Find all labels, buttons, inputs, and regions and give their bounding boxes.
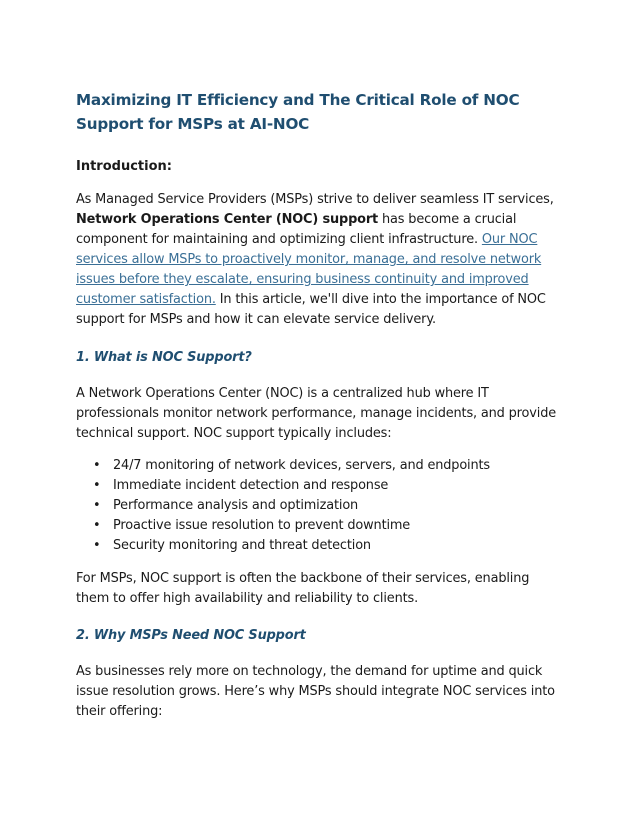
article-title: Maximizing IT Efficiency and The Critical Role of NOC Support for MSPs at AI-NOC	[76, 91, 520, 133]
intro-text-1: As Managed Service Providers (MSPs) strive to deliver seamless IT services,	[76, 192, 554, 207]
list-item: • Security monitoring and threat detection	[76, 536, 566, 556]
intro-link[interactable]: Our NOC services allow MSPs to proactively monitor, manage, and resolve network issues before they escalate, ensuring business continuity and improved customer satisfaction.	[76, 232, 542, 307]
intro-text-2: has become a crucial component for maintaining and optimizing client infrastructure.	[76, 212, 517, 247]
section-2-paragraph: As businesses rely more on technology, the demand for uptime and quick issue resolution grows. Here’s why MSPs should integrate NOC services into their offering:	[76, 664, 555, 719]
bullet-icon: •	[93, 538, 101, 553]
bullet-icon: •	[93, 498, 101, 513]
list-item: • 24/7 monitoring of network devices, servers, and endpoints	[76, 456, 566, 476]
intro-label: Introduction:	[76, 159, 172, 174]
intro-paragraph	[76, 190, 566, 330]
bullet-icon: •	[93, 518, 101, 533]
list-item: • Performance analysis and optimization	[76, 496, 566, 516]
bullet-icon: •	[93, 478, 101, 493]
section-2-heading: 2. Why MSPs Need NOC Support	[76, 628, 306, 643]
intro-text-3: In this article, we'll dive into the importance of NOC support for MSPs and how it can elevate service delivery.	[76, 292, 546, 327]
section-1-closing: For MSPs, NOC support is often the backbone of their services, enabling them to offer high availability and reliability to clients.	[76, 571, 530, 606]
section-1-paragraph: A Network Operations Center (NOC) is a centralized hub where IT professionals monitor network performance, manage incidents, and provide technical support. NOC support typically includes:	[76, 386, 557, 441]
section-1-heading: 1. What is NOC Support?	[76, 350, 252, 365]
list-item: • Immediate incident detection and response	[76, 476, 566, 496]
document-page	[76, 88, 566, 722]
noc-support-list	[76, 456, 566, 556]
bullet-icon: •	[93, 458, 101, 473]
list-item: • Proactive issue resolution to prevent downtime	[76, 516, 566, 536]
intro-bold-noc: Network Operations Center (NOC) support	[76, 212, 379, 227]
